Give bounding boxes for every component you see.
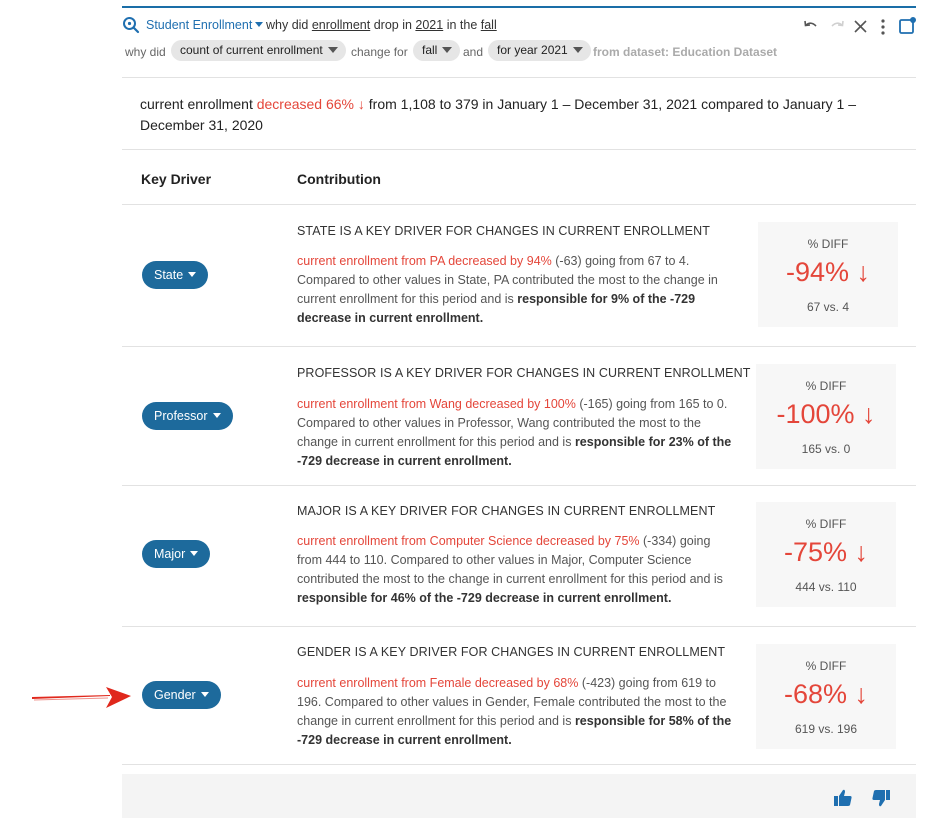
chevron-down-icon (213, 413, 221, 418)
top-accent-line (122, 6, 916, 8)
driver-chip-professor[interactable] (142, 402, 233, 430)
driver-responsibility-text: responsible for 9% of the -729 decrease in current enrollment. (297, 292, 696, 325)
diff-card (756, 644, 896, 749)
diff-comparison: 67 vs. 4 (806, 300, 850, 314)
close-icon[interactable] (852, 18, 870, 36)
driver-row (122, 627, 916, 764)
driver-chip-label: Professor (154, 409, 208, 423)
driver-responsibility-text: responsible for 46% of the -729 decrease in current enrollment. (297, 591, 672, 605)
driver-title: MAJOR IS A KEY DRIVER FOR CHANGES IN CURRENT ENROLLMENT (297, 504, 716, 518)
diff-value: -68% ↓ (783, 679, 869, 709)
driver-chip-label: Gender (154, 688, 196, 702)
driver-detail-text: (-423) going from 619 to 196. Compared to other values in Gender, Female contributed the most to the change in current enrollment for this period and is (297, 676, 727, 728)
summary-text (140, 94, 920, 136)
chevron-down-icon (201, 692, 209, 697)
driver-change-text: current enrollment from Computer Science decreased by 75% (297, 534, 640, 548)
driver-detail-text: (-165) going from 165 to 0. Compared to other values in Professor, Wang contributed the most to the change in current enrollment for this period and is (297, 397, 728, 449)
column-header-key-driver: Key Driver (141, 171, 212, 187)
chevron-down-icon (573, 47, 583, 53)
question-text[interactable] (266, 18, 497, 32)
driver-description (297, 532, 737, 608)
diff-label: % DIFF (805, 659, 847, 673)
driver-description (297, 674, 737, 750)
more-options-icon[interactable] (874, 18, 892, 36)
driver-change-text: current enrollment from Wang decreased by 100% (297, 397, 576, 411)
refine-and: and (463, 45, 484, 59)
diff-comparison: 165 vs. 0 (801, 442, 851, 456)
thumbs-up-icon[interactable] (833, 788, 853, 808)
driver-title: STATE IS A KEY DRIVER FOR CHANGES IN CURRENT ENROLLMENT (297, 224, 710, 238)
driver-responsibility-text: responsible for 23% of the -729 decrease in current enrollment. (297, 435, 732, 468)
summary-change: decreased 66% ↓ (256, 96, 365, 112)
insight-panel (122, 6, 916, 818)
diff-card (758, 222, 898, 327)
summary-metric: current enrollment (140, 96, 253, 112)
undo-icon[interactable] (802, 18, 820, 36)
driver-row (122, 486, 916, 626)
diff-value: -94% ↓ (785, 257, 871, 287)
period-label: for year 2021 (497, 43, 568, 57)
feedback-footer (122, 774, 916, 818)
driver-title: PROFESSOR IS A KEY DRIVER FOR CHANGES IN CURRENT ENROLLMENT (297, 366, 751, 380)
period-pill[interactable] (488, 40, 591, 61)
driver-detail-text: (-63) going from 67 to 4. Compared to other values in State, PA contributed the most to the change in current enrollment for this period and is (297, 254, 718, 306)
driver-chip-state[interactable] (142, 261, 208, 289)
thumbs-down-icon[interactable] (871, 788, 891, 808)
driver-row (122, 205, 916, 346)
diff-label: % DIFF (805, 379, 847, 393)
driver-detail-text: (-334) going from 444 to 110. Compared to other values in Major, Computer Science contributed the most to the change in current enrollment for this period and is (297, 534, 723, 586)
divider (122, 77, 916, 78)
filter-pill[interactable] (413, 40, 460, 61)
pin-icon[interactable] (898, 17, 916, 35)
redo-icon[interactable] (828, 18, 846, 36)
driver-chip-gender[interactable] (142, 681, 221, 709)
divider (122, 149, 916, 150)
driver-change-text: current enrollment from PA decreased by 94% (297, 254, 552, 268)
driver-responsibility-text: responsible for 58% of the -729 decrease in current enrollment. (297, 714, 732, 747)
search-insight-icon (122, 16, 140, 34)
dataset-selector[interactable] (146, 18, 263, 32)
measure-pill[interactable] (171, 40, 346, 61)
refine-why-did: why did (125, 45, 166, 59)
question-part[interactable]: fall (480, 18, 497, 32)
dataset-name: Student Enrollment (146, 18, 253, 32)
chevron-down-icon (328, 47, 338, 53)
query-bar (122, 16, 916, 36)
chevron-down-icon (188, 272, 196, 277)
driver-chip-major[interactable] (142, 540, 210, 568)
driver-description (297, 252, 737, 328)
filter-label: fall (422, 43, 438, 57)
diff-card (756, 502, 896, 607)
chevron-down-icon (190, 551, 198, 556)
diff-label: % DIFF (805, 517, 847, 531)
question-part: in the (443, 18, 481, 32)
diff-comparison: 444 vs. 110 (795, 580, 857, 594)
driver-change-text: current enrollment from Female decreased by 68% (297, 676, 579, 690)
divider (122, 764, 916, 765)
diff-comparison: 619 vs. 196 (794, 722, 858, 736)
measure-label: count of current enrollment (180, 43, 323, 57)
question-part[interactable]: enrollment (311, 18, 371, 32)
dataset-source: from dataset: Education Dataset (593, 45, 778, 59)
diff-label: % DIFF (807, 237, 849, 251)
diff-value: -75% ↓ (783, 537, 869, 567)
driver-row (122, 347, 916, 485)
question-part: drop in (370, 18, 416, 32)
driver-chip-label: State (154, 268, 184, 282)
chevron-down-icon (442, 47, 452, 53)
driver-title: GENDER IS A KEY DRIVER FOR CHANGES IN CURRENT ENROLLMENT (297, 645, 726, 659)
diff-value: -100% ↓ (776, 399, 876, 429)
column-header-contribution: Contribution (297, 171, 381, 187)
driver-chip-label: Major (154, 547, 186, 561)
diff-card (756, 364, 896, 469)
question-part[interactable]: 2021 (415, 18, 444, 32)
annotation-arrow-icon (30, 686, 132, 710)
summary-detail: from 1,108 to 379 in January 1 – December 31, 2021 compared to January 1 – December 31, 2020 (140, 96, 856, 133)
chevron-down-icon (255, 22, 263, 27)
refine-change-for: change for (351, 45, 408, 59)
driver-description (297, 395, 737, 471)
question-part: why did (266, 18, 312, 32)
